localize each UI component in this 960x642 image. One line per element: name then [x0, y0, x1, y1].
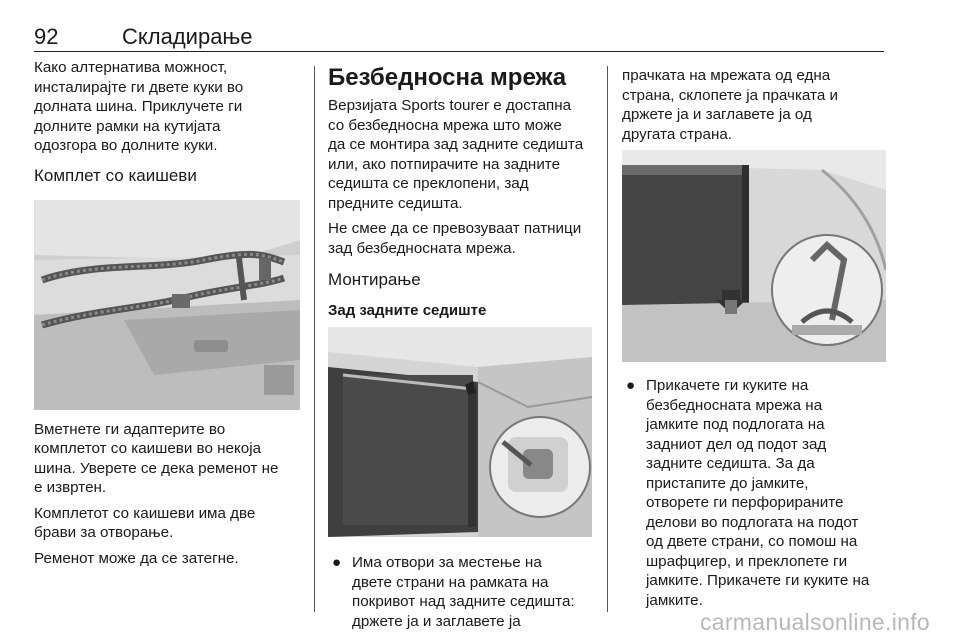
continued-paragraph: прачката на мрежата од една страна, склопете ја прачката и држете ја и заглавете ја од другата страна.: [622, 67, 838, 143]
column-2: [328, 58, 594, 631]
behind-rear-seats-heading: Зад задните седиште: [328, 302, 487, 319]
strap-kit-heading: Комплет со каишеви: [34, 165, 197, 185]
intro-paragraph: Како алтернатива можност, инсталирајте ги двете куки во долната шина. Приклучете ги долните рамки на кутијата одозгора во долните куки.: [34, 59, 244, 154]
bullet-attach-hooks: ● Прикачете ги куките на безбедносната мрежа на јамките под подлогата на задниот дел од подот зад задните седишта. За да пристапите до јамките, отворете ги перфорираните делови во подлогата на подот од двете страни, со помош на шрафцигер, и преклопете ги јамките. Прикачете ги куките на јамките.: [626, 377, 870, 609]
installation-heading: Монтирање: [328, 270, 421, 289]
page-header: [34, 22, 884, 52]
strap-kit-paragraph-3: Ременот може да се затегне.: [34, 549, 239, 567]
page-number: 92: [34, 24, 59, 49]
safety-net-section-title: Безбедносна мрежа: [328, 64, 567, 91]
strap-kit-paragraph-1: Вметнете ги адаптерите во комплетот со каишеви во некоја шина. Уверете се дека ременот не е извртен.: [34, 420, 279, 496]
bullet-dot: ●: [332, 554, 342, 571]
watermark: carmanualsonline.info: [699, 609, 930, 635]
column-divider: [607, 66, 608, 612]
rear-net-illustration: [328, 327, 592, 537]
chapter-title: Складирање: [122, 24, 253, 49]
strap-kit-illustration: [34, 200, 300, 410]
bullet-mounting-holes: ● Има отвори за местење на двете страни на рамката на покривот над задните седишта: држете ја и заглавете ја: [332, 554, 575, 630]
column-divider: [314, 66, 315, 612]
column-1: [34, 58, 300, 574]
bullet-dot: ●: [626, 377, 636, 394]
column-3: [622, 58, 884, 610]
floor-loop-illustration: [622, 150, 886, 362]
safety-net-paragraph-1: Верзијата Sports tourer е достапна со безбедносна мрежа што може да се монтира зад задните седишта или, ако потпирачите на задните седишта се преклопени, зад предните седишта.: [328, 97, 584, 212]
strap-kit-paragraph-2: Комплетот со каишеви има две брави за отворање.: [34, 504, 256, 541]
safety-net-paragraph-2: Не смее да се превозуваат патници зад безбедносната мрежа.: [328, 220, 582, 257]
